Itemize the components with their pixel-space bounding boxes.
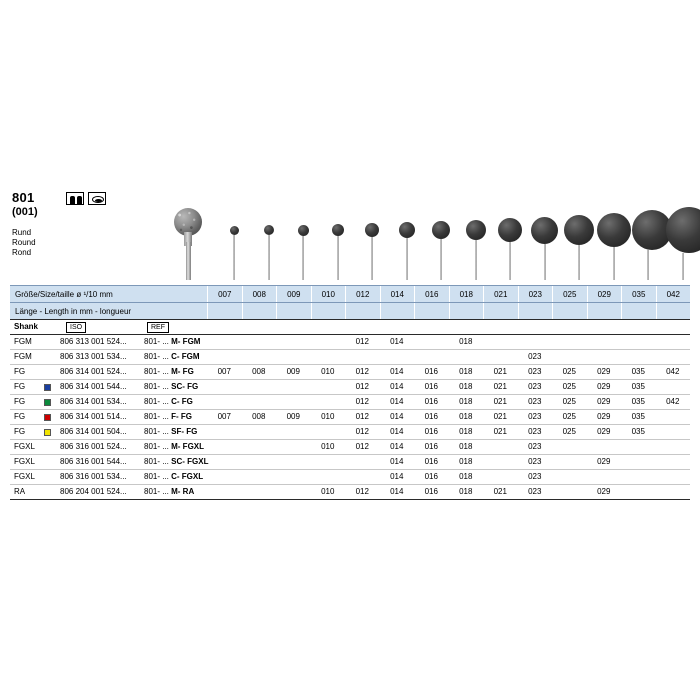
length-band [10, 302, 690, 319]
cell-size-value: 014 [390, 427, 404, 436]
bur-illustration [528, 217, 561, 281]
table-header-row [10, 319, 690, 335]
cell-ref: 801- ... M- FGM [144, 337, 201, 346]
cell-size-value: 023 [528, 457, 542, 466]
table-row [10, 335, 690, 350]
cell-size-value: 012 [355, 397, 369, 406]
cell-iso: 806 316 001 524... [60, 442, 127, 451]
cell-size-value: 018 [459, 427, 473, 436]
cell-ref: 801- ... C- FGXL [144, 472, 204, 481]
table-row [10, 350, 690, 365]
cell-size-value: 025 [562, 412, 576, 421]
cell-size-value: 023 [528, 442, 542, 451]
cell-size-value: 016 [424, 442, 438, 451]
length-cell [656, 303, 691, 320]
size-cell: 009 [276, 286, 311, 303]
cell-size-value: 025 [562, 397, 576, 406]
cell-iso: 806 204 001 524... [60, 487, 127, 496]
table-row [10, 410, 690, 425]
cell-shank: FG [14, 397, 26, 406]
size-cell: 016 [414, 286, 449, 303]
cell-size-value: 035 [631, 382, 645, 391]
cell-size-value: 029 [597, 412, 611, 421]
cell-size-value: 009 [286, 367, 300, 376]
cell-size-value: 014 [390, 382, 404, 391]
length-cell [242, 303, 277, 320]
cell-size-value: 014 [390, 487, 404, 496]
product-header [10, 180, 690, 285]
product-code: 801 [12, 190, 35, 205]
cell-ref: 801- ... C- FGM [144, 352, 200, 361]
cell-size-value: 023 [528, 472, 542, 481]
cell-size-value: 014 [390, 412, 404, 421]
length-cell [345, 303, 380, 320]
cell-size-value: 018 [459, 412, 473, 421]
bur-illustration [597, 213, 630, 280]
two-teeth-icon [66, 192, 84, 205]
size-cell: 018 [449, 286, 484, 303]
product-iso-code: (001) [12, 206, 38, 218]
cell-size-value: 012 [355, 442, 369, 451]
header-ref: REF [147, 322, 169, 333]
cell-ref: 801- ... M- FG [144, 367, 194, 376]
cell-size-value: 018 [459, 382, 473, 391]
cell-shank: FGXL [14, 442, 35, 451]
cell-size-value: 009 [286, 412, 300, 421]
table-row [10, 380, 690, 395]
cell-iso: 806 314 001 524... [60, 367, 127, 376]
cell-shank: FGXL [14, 457, 35, 466]
length-cell [587, 303, 622, 320]
cell-size-value: 014 [390, 397, 404, 406]
cell-size-value: 010 [321, 442, 335, 451]
cell-size-value: 016 [424, 397, 438, 406]
cell-size-value: 023 [528, 427, 542, 436]
product-sheet [10, 180, 690, 500]
cell-iso: 806 314 001 504... [60, 427, 127, 436]
cell-size-value: 016 [424, 427, 438, 436]
cell-shank: FG [14, 367, 26, 376]
header-shank: Shank [14, 322, 39, 331]
product-name-fr: Rond [12, 248, 32, 257]
bur-illustration [494, 218, 527, 280]
cell-iso: 806 314 001 544... [60, 382, 127, 391]
length-cell [414, 303, 449, 320]
table-row [10, 365, 690, 380]
cell-shank: FG [14, 412, 26, 421]
cell-size-value: 018 [459, 367, 473, 376]
size-cell: 008 [242, 286, 277, 303]
cell-size-value: 010 [321, 367, 335, 376]
cell-size-value: 029 [597, 457, 611, 466]
cell-size-value: 035 [631, 412, 645, 421]
color-swatch [44, 399, 51, 406]
length-cell [483, 303, 518, 320]
cell-ref: 801- ... M- RA [144, 487, 195, 496]
cell-size-value: 021 [493, 397, 507, 406]
cell-size-value: 014 [390, 367, 404, 376]
size-cell: 029 [587, 286, 622, 303]
cell-size-value: 025 [562, 427, 576, 436]
product-illustration [170, 208, 214, 280]
table-row [10, 440, 690, 455]
product-names [12, 228, 82, 258]
cell-ref: 801- ... SC- FG [144, 382, 199, 391]
cell-size-value: 016 [424, 412, 438, 421]
cell-size-value: 010 [321, 487, 335, 496]
table-row [10, 395, 690, 410]
cell-size-value: 010 [321, 412, 335, 421]
product-name-de: Rund [12, 228, 32, 237]
cell-iso: 806 316 001 534... [60, 472, 127, 481]
cell-size-value: 007 [217, 367, 231, 376]
cell-size-value: 023 [528, 352, 542, 361]
cell-size-value: 029 [597, 427, 611, 436]
cell-shank: FGM [14, 352, 32, 361]
cell-size-value: 029 [597, 487, 611, 496]
bur-illustration [425, 221, 458, 280]
cell-size-value: 012 [355, 427, 369, 436]
cell-shank: RA [14, 487, 26, 496]
bur-illustration [632, 210, 665, 280]
cell-size-value: 023 [528, 397, 542, 406]
bur-illustration [666, 207, 699, 280]
cell-iso: 806 314 001 534... [60, 397, 127, 406]
cell-size-value: 029 [597, 397, 611, 406]
cell-iso: 806 313 001 534... [60, 352, 127, 361]
cell-iso: 806 313 001 524... [60, 337, 127, 346]
cell-size-value: 021 [493, 412, 507, 421]
tooth-oval-icon [88, 192, 106, 205]
size-cell: 014 [380, 286, 415, 303]
bur-illustration [218, 226, 251, 281]
cell-size-value: 018 [459, 487, 473, 496]
length-cell [311, 303, 346, 320]
cell-size-value: 012 [355, 487, 369, 496]
product-name-en: Round [12, 238, 36, 247]
cell-size-value: 016 [424, 367, 438, 376]
cell-size-value: 018 [459, 442, 473, 451]
cell-size-value: 008 [252, 367, 266, 376]
cell-size-value: 029 [597, 382, 611, 391]
cell-size-value: 021 [493, 382, 507, 391]
bur-illustration [459, 220, 492, 280]
cell-size-value: 012 [355, 367, 369, 376]
cell-size-value: 025 [562, 382, 576, 391]
bur-illustration [563, 215, 596, 280]
cell-size-value: 023 [528, 487, 542, 496]
cell-ref: 801- ... SF- FG [144, 427, 198, 436]
size-cell: 042 [656, 286, 691, 303]
cell-size-value: 023 [528, 412, 542, 421]
cell-iso: 806 314 001 514... [60, 412, 127, 421]
cell-size-value: 035 [631, 427, 645, 436]
length-cell [518, 303, 553, 320]
cell-size-value: 025 [562, 367, 576, 376]
cell-size-value: 014 [390, 337, 404, 346]
cell-size-value: 023 [528, 382, 542, 391]
cell-ref: 801- ... SC- FGXL [144, 457, 209, 466]
cell-size-value: 016 [424, 487, 438, 496]
cell-size-value: 007 [217, 412, 231, 421]
cell-size-value: 021 [493, 367, 507, 376]
cell-size-value: 018 [459, 337, 473, 346]
cell-size-value: 035 [631, 397, 645, 406]
length-cell [621, 303, 656, 320]
bur-illustration [287, 225, 320, 281]
cell-size-value: 018 [459, 457, 473, 466]
table-row [10, 485, 690, 500]
cell-size-value: 023 [528, 367, 542, 376]
cell-size-value: 014 [390, 472, 404, 481]
length-band-label: Länge - Length in mm - longueur [10, 303, 207, 320]
cell-shank: FG [14, 382, 26, 391]
cell-iso: 806 316 001 544... [60, 457, 127, 466]
cell-size-value: 018 [459, 472, 473, 481]
cell-size-value: 042 [666, 367, 680, 376]
bur-illustration [321, 224, 354, 280]
cell-ref: 801- ... M- FGXL [144, 442, 205, 451]
length-cell [380, 303, 415, 320]
size-cell: 007 [207, 286, 242, 303]
size-cell: 012 [345, 286, 380, 303]
cell-size-value: 016 [424, 382, 438, 391]
table-row [10, 455, 690, 470]
cell-size-value: 021 [493, 487, 507, 496]
bur-illustration [252, 225, 285, 280]
cell-size-value: 014 [390, 457, 404, 466]
cell-size-value: 014 [390, 442, 404, 451]
cell-shank: FGXL [14, 472, 35, 481]
length-cell [207, 303, 242, 320]
color-swatch [44, 429, 51, 436]
cell-size-value: 008 [252, 412, 266, 421]
size-cell: 035 [621, 286, 656, 303]
cell-size-value: 012 [355, 412, 369, 421]
size-cell: 010 [311, 286, 346, 303]
length-cell [276, 303, 311, 320]
cell-size-value: 021 [493, 427, 507, 436]
cell-size-value: 035 [631, 367, 645, 376]
cell-size-value: 042 [666, 397, 680, 406]
size-band [10, 285, 690, 302]
size-cell: 025 [552, 286, 587, 303]
bur-illustration [356, 223, 389, 280]
color-swatch [44, 414, 51, 421]
cell-size-value: 018 [459, 397, 473, 406]
cell-size-value: 016 [424, 457, 438, 466]
header-iso: ISO [66, 322, 86, 333]
cell-size-value: 016 [424, 472, 438, 481]
color-swatch [44, 384, 51, 391]
cell-shank: FG [14, 427, 26, 436]
cell-shank: FGM [14, 337, 32, 346]
pictogram-group [66, 192, 106, 205]
length-cell [552, 303, 587, 320]
size-band-label: Größe/Size/taille ø ¹/10 mm [10, 286, 207, 303]
product-table [10, 335, 690, 500]
cell-size-value: 012 [355, 337, 369, 346]
table-row [10, 470, 690, 485]
cell-size-value: 029 [597, 367, 611, 376]
cell-ref: 801- ... F- FG [144, 412, 193, 421]
bur-size-illustrations [217, 208, 688, 280]
length-cell [449, 303, 484, 320]
size-cell: 021 [483, 286, 518, 303]
size-cell: 023 [518, 286, 553, 303]
cell-ref: 801- ... C- FG [144, 397, 193, 406]
cell-size-value: 012 [355, 382, 369, 391]
table-row [10, 425, 690, 440]
bur-illustration [390, 222, 423, 280]
